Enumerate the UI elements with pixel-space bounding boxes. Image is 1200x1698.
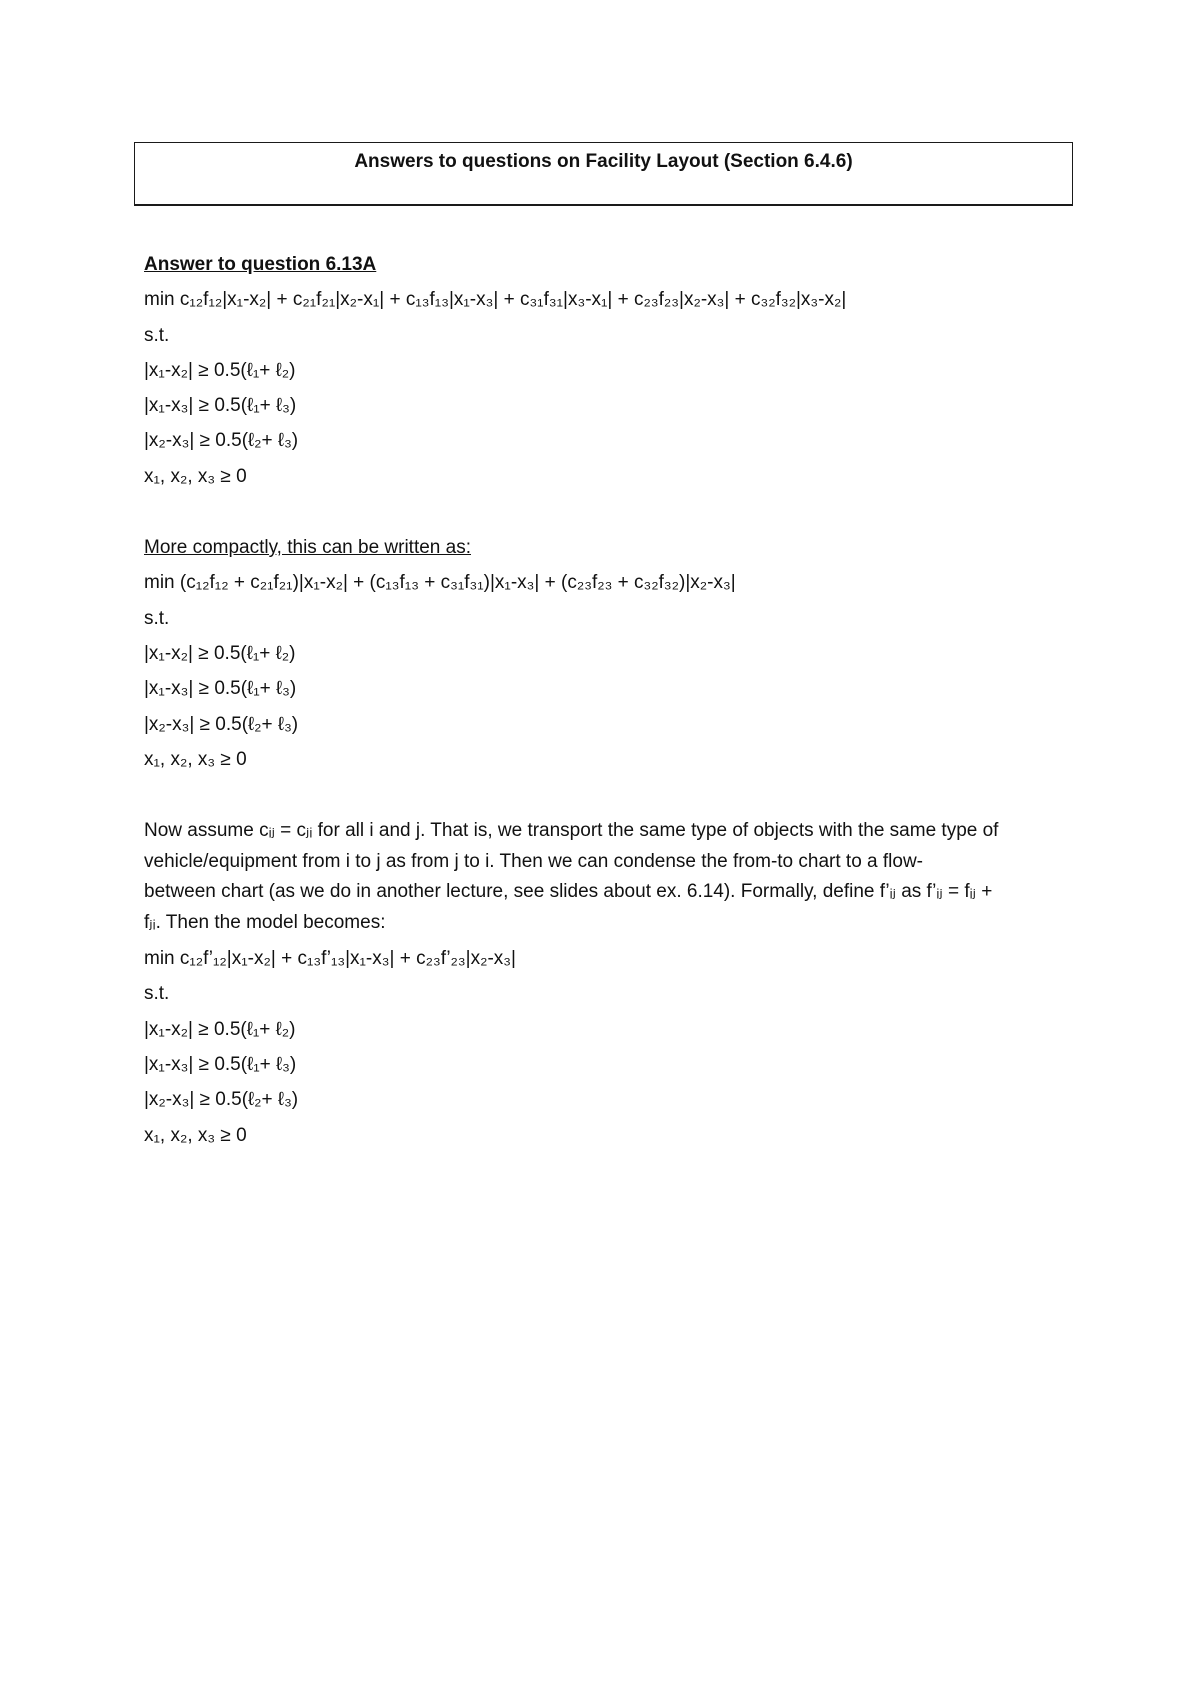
objective-function: min c₁₂f₁₂|x₁-x₂| + c₂₁f₂₁|x₂-x₁| + c₁₃f₁₃|x₁-x₃| + c₃₁f₃₁|x₃-x₁| + c₂₃f₂₃|x₂-x₃| + c₃₂f₃₂|x₃-x₂|: [144, 289, 847, 311]
spacer: [144, 780, 1074, 816]
constraint-line: |x₂-x₃| ≥ 0.5(ℓ₂+ ℓ₃): [144, 430, 299, 452]
paragraph-line: between chart (as we do in another lecture, see slides about ex. 6.14). Formally, define f’ᵢⱼ as f’ᵢⱼ = fᵢⱼ +: [144, 881, 993, 903]
constraint-line: |x₁-x₃| ≥ 0.5(ℓ₁+ ℓ₃): [144, 1054, 297, 1076]
objective-function: min (c₁₂f₁₂ + c₂₁f₂₁)|x₁-x₂| + (c₁₃f₁₃ + c₃₁f₃₁)|x₁-x₃| + (c₂₃f₂₃ + c₃₂f₃₂)|x₂-x₃|: [144, 572, 736, 594]
paragraph-line: vehicle/equipment from i to j as from j to i. Then we can condense the from-to chart to a flow-: [144, 850, 924, 872]
constraint-line: |x₂-x₃| ≥ 0.5(ℓ₂+ ℓ₃): [144, 713, 299, 735]
constraint-line: |x₂-x₃| ≥ 0.5(ℓ₂+ ℓ₃): [144, 1089, 299, 1111]
constraint-line: |x₁-x₃| ≥ 0.5(ℓ₁+ ℓ₃): [144, 395, 297, 417]
subject-to-label: s.t.: [144, 983, 170, 1005]
subject-to-label: s.t.: [144, 324, 170, 346]
nonnegativity-constraint: x₁, x₂, x₃ ≥ 0: [144, 1124, 247, 1146]
section-heading: Answer to question 6.13A: [144, 254, 377, 275]
constraint-line: |x₁-x₂| ≥ 0.5(ℓ₁+ ℓ₂): [144, 1018, 296, 1040]
constraint-line: |x₁-x₂| ≥ 0.5(ℓ₁+ ℓ₂): [144, 359, 296, 381]
page-title: Answers to questions on Facility Layout (Section 6.4.6): [354, 151, 853, 172]
section-subheading: More compactly, this can be written as:: [144, 537, 471, 559]
paragraph-line: fⱼᵢ. Then the model becomes:: [144, 911, 386, 933]
constraint-line: |x₁-x₃| ≥ 0.5(ℓ₁+ ℓ₃): [144, 678, 297, 700]
constraint-line: |x₁-x₂| ≥ 0.5(ℓ₁+ ℓ₂): [144, 642, 296, 664]
document-body: [144, 250, 1074, 1156]
subject-to-label: s.t.: [144, 607, 170, 629]
spacer: [144, 497, 1074, 533]
objective-function: min c₁₂f’₁₂|x₁-x₂| + c₁₃f’₁₃|x₁-x₃| + c₂₃f’₂₃|x₂-x₃|: [144, 948, 516, 970]
nonnegativity-constraint: x₁, x₂, x₃ ≥ 0: [144, 748, 247, 770]
paragraph-line: Now assume cᵢⱼ = cⱼᵢ for all i and j. That is, we transport the same type of objects with the same type of: [144, 820, 999, 842]
explanation-paragraph: [144, 816, 1069, 938]
title-box: [134, 142, 1073, 206]
nonnegativity-constraint: x₁, x₂, x₃ ≥ 0: [144, 465, 247, 487]
